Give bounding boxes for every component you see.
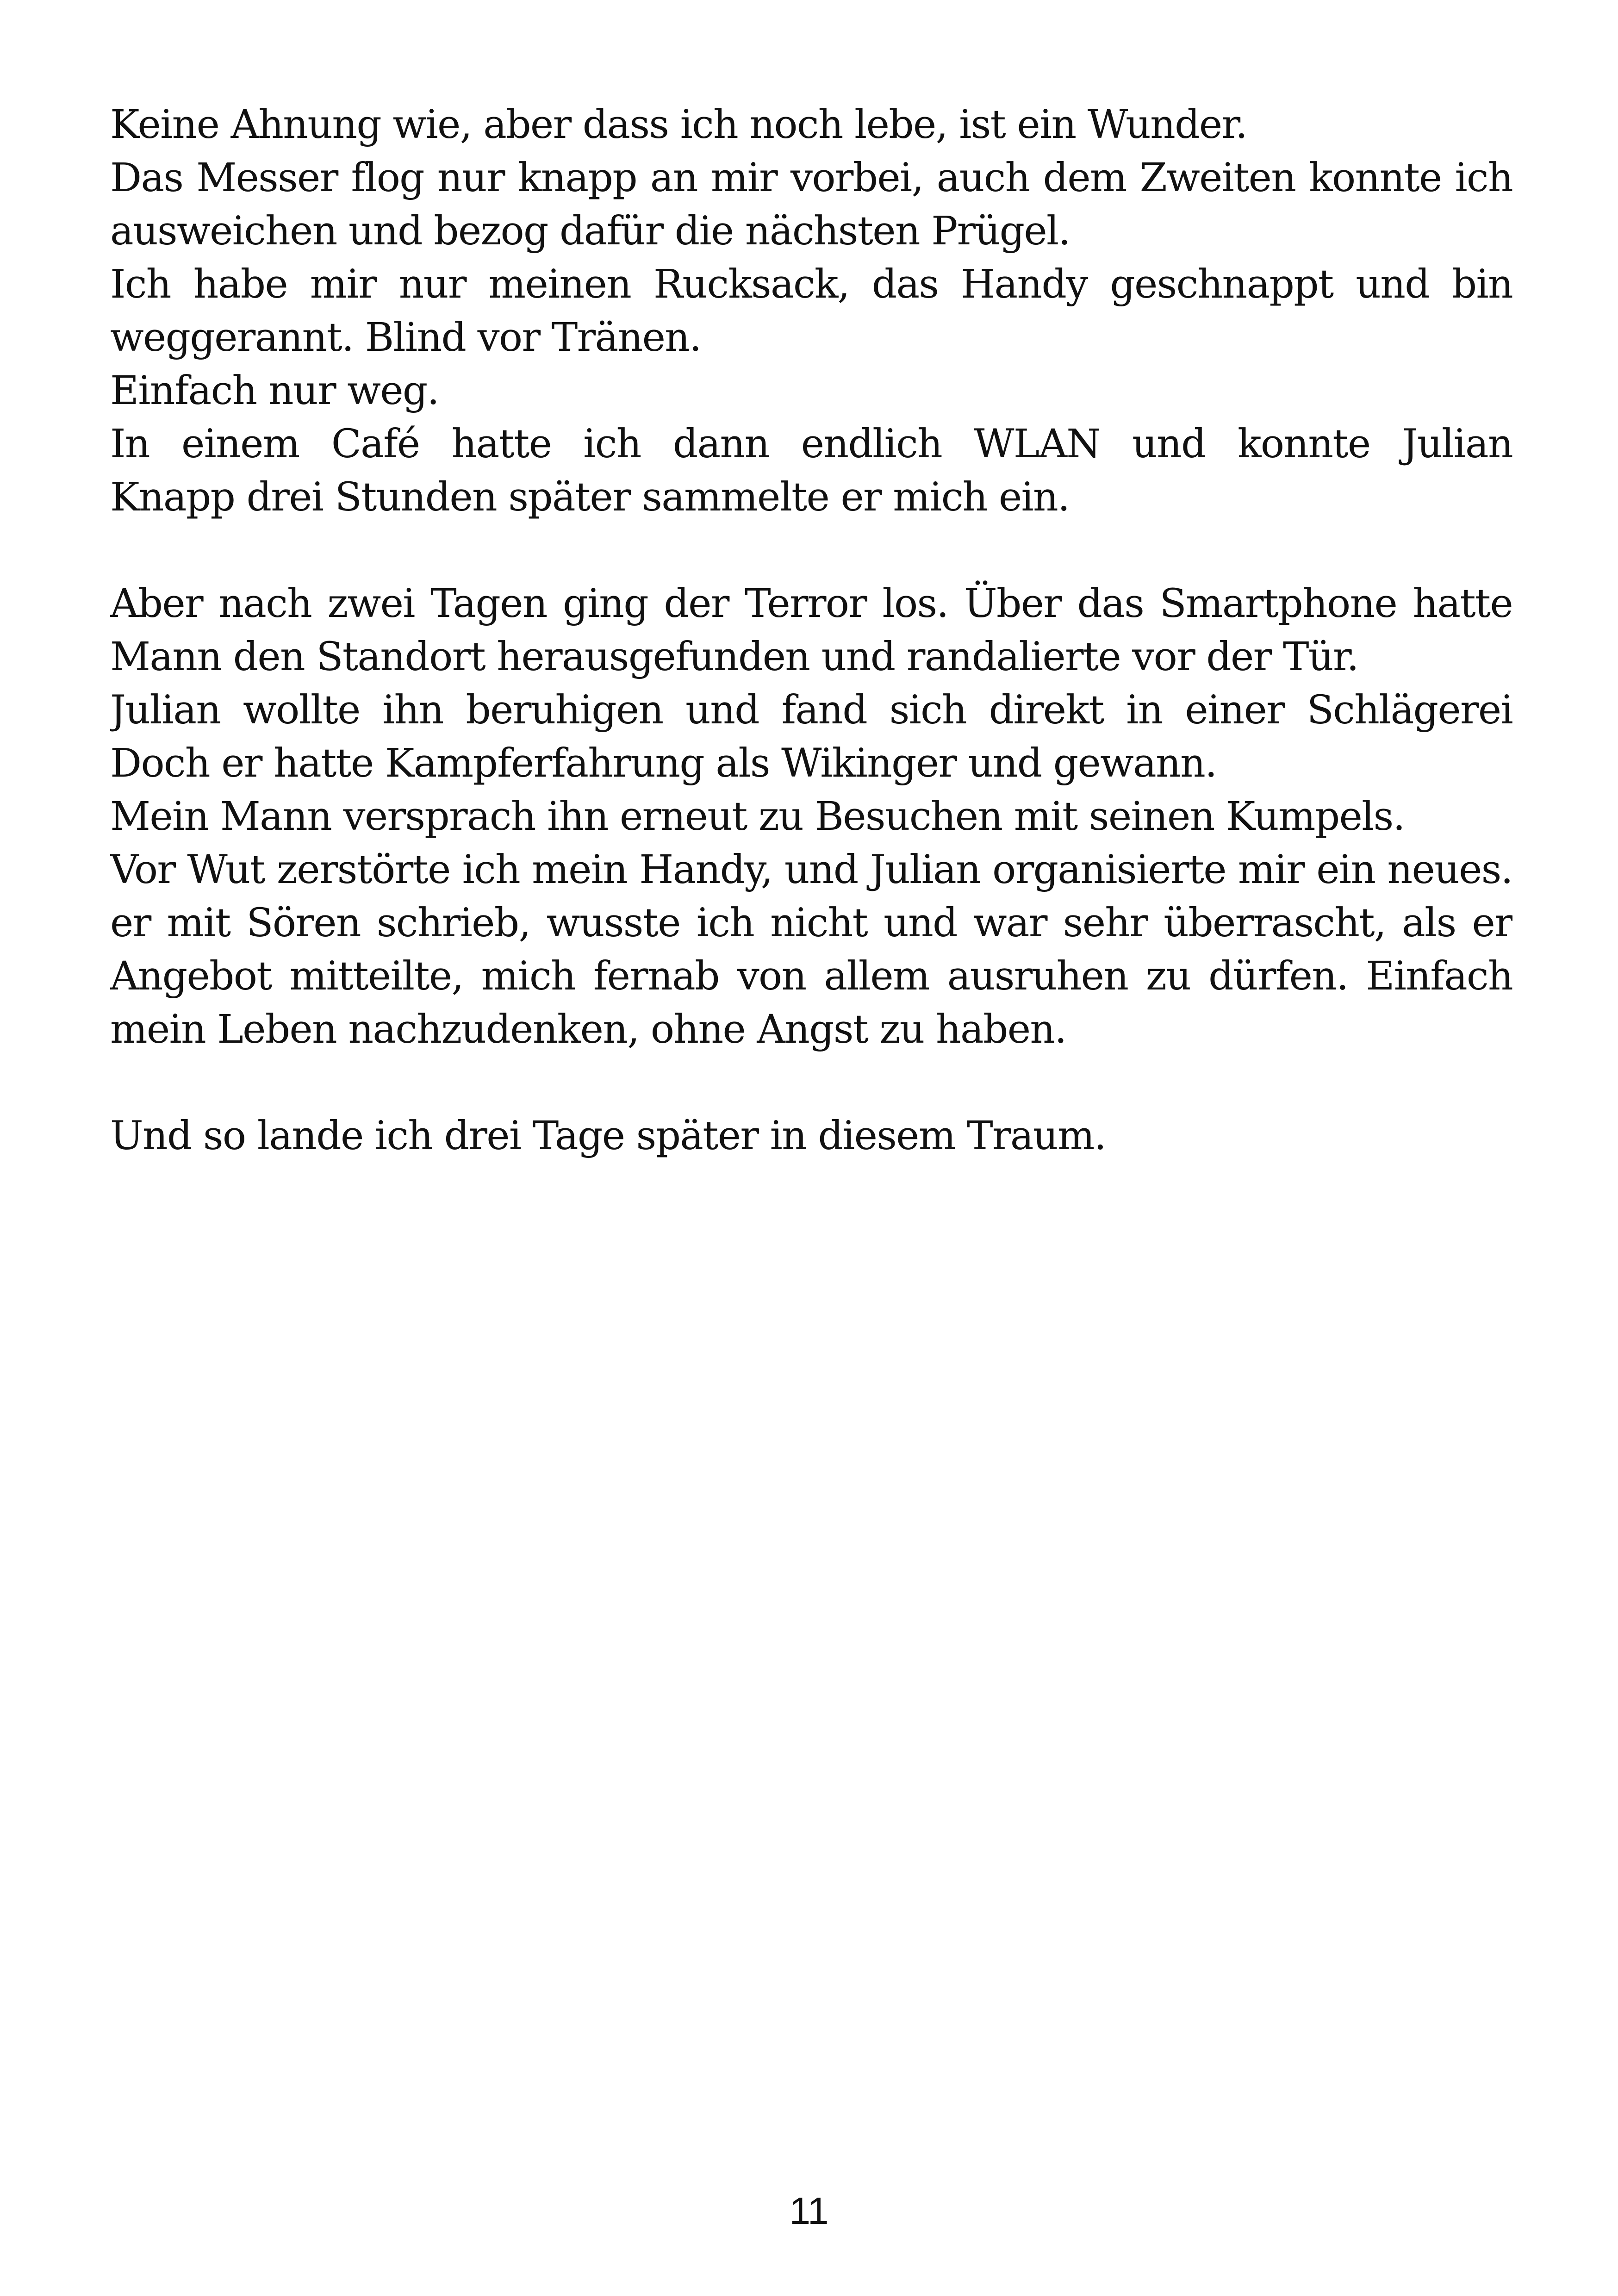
- text-line: Ich habe mir nur meinen Rucksack, das Handy geschnappt und bin: [110, 261, 1512, 307]
- text-line: Aber nach zwei Tagen ging der Terror los. Über das Smartphone hatte: [110, 581, 1512, 627]
- text-line: Das Messer flog nur knapp an mir vorbei, auch dem Zweiten konnte ich: [110, 155, 1512, 201]
- text-line: Vor Wut zerstörte ich mein Handy, und Julian organisierte mir ein neues.: [110, 847, 1512, 893]
- paragraph-gap: [110, 524, 1512, 577]
- text-line: Mann den Standort herausgefunden und randalierte vor der Tür.: [110, 634, 1358, 680]
- text-line: Julian wollte ihn beruhigen und fand sich direkt in einer Schlägerei: [110, 687, 1512, 733]
- paragraph-gap: [110, 1056, 1512, 1109]
- text-line: Und so lande ich drei Tage später in diesem Traum.: [110, 1113, 1106, 1159]
- text-line: mein Leben nachzudenken, ohne Angst zu haben.: [110, 1007, 1066, 1052]
- text-line: Einfach nur weg.: [110, 368, 439, 414]
- text-line: weggerannt. Blind vor Tränen.: [110, 315, 701, 361]
- text-line: Doch er hatte Kampferfahrung als Wikinger und gewann.: [110, 740, 1217, 786]
- text-line: Keine Ahnung wie, aber dass ich noch lebe, ist ein Wunder.: [110, 102, 1247, 148]
- text-line: In einem Café hatte ich dann endlich WLAN und konnte Julian: [110, 421, 1512, 467]
- body-text: [110, 98, 1512, 1163]
- text-line: Mein Mann versprach ihn erneut zu Besuchen mit seinen Kumpels.: [110, 794, 1405, 840]
- page-number: 11: [789, 2190, 829, 2232]
- text-line: ausweichen und bezog dafür die nächsten Prügel.: [110, 208, 1070, 254]
- text-line: Knapp drei Stunden später sammelte er mich ein.: [110, 474, 1070, 520]
- text-line: Angebot mitteilte, mich fernab von allem ausruhen zu dürfen. Einfach: [110, 953, 1512, 999]
- text-line: er mit Sören schrieb, wusste ich nicht und war sehr überrascht, als er: [110, 900, 1512, 946]
